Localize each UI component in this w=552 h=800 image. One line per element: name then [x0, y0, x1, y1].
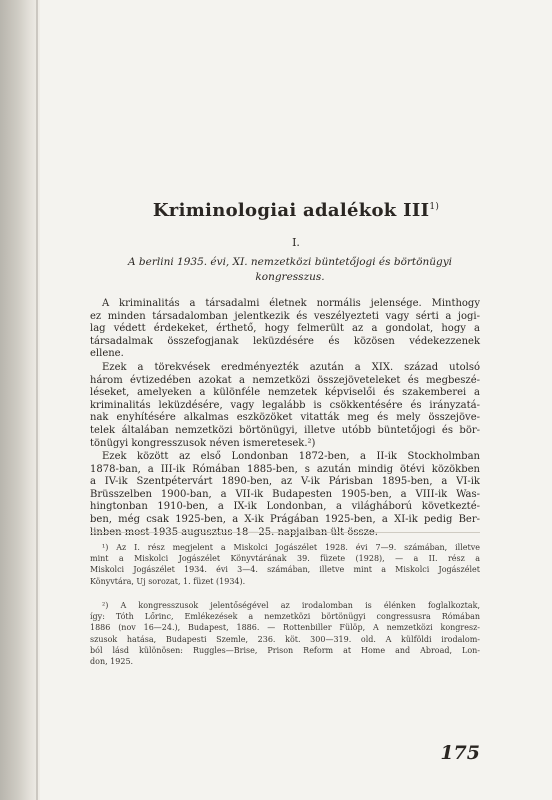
footnote-line: 1886 (nov 16—24.), Budapest, 1886. — Rottenbiller Fülöp, A nemzetközi kongresz- — [90, 623, 480, 633]
subtitle — [100, 255, 480, 285]
paragraph-line: léseket, amelyeken a különféle nemzetek képviselői és szakemberei a — [90, 387, 480, 399]
paragraph-line: nak enyhítésére alkalmas eszközöket vitatták meg és mely összejöve- — [90, 412, 480, 424]
footnote-line: mint a Miskolci Jogászélet Könyvtárának 39. füzete (1928), — a II. rész a — [90, 554, 480, 564]
paragraph-line: Brüsszelben 1900-ban, a VII-ik Budapesten 1905-ben, a VIII-ik Was- — [90, 488, 480, 500]
title-footnote-marker: 1) — [429, 202, 440, 212]
paragraph-line: kriminalitás leküzdésére, vagy legalább is csökkentésére és irányzatá- — [90, 399, 480, 411]
section-number: I. — [292, 236, 300, 249]
paragraph-line: társadalmak összefogjanak leküzdésére és közösen védekezzenek — [90, 335, 480, 347]
footnote-line: ²) A kongresszusok jelentőségével az irodalomban is élénken foglalkoztak, — [102, 601, 480, 610]
footnote-2 — [90, 600, 480, 667]
paragraph-line: 1878-ban, a III-ik Rómában 1885-ben, s azután mindig ötévi közökben — [90, 463, 480, 475]
footnote-line: ból lásd különösen: Ruggles—Brise, Prison Reform at Home and Abroad, Lon- — [90, 645, 480, 655]
subtitle-line: kongresszus. — [255, 271, 325, 283]
footnote-1 — [90, 542, 480, 587]
paragraph-line: Ezek között az első Londonban 1872-ben, a II-ik Stockholmban — [102, 451, 480, 462]
page-title — [40, 200, 552, 221]
paragraph-line: három évtizedében azokat a nemzetközi összejöveteleket és megbeszé- — [90, 374, 480, 386]
paragraph-line: ez minden társadalomban jelentkezik és veszélyezteti vagy sérti a jogi- — [90, 310, 480, 322]
paragraph-line: ellene. — [90, 348, 124, 360]
paragraph-line: a IV-ik Szentpétervárt 1890-ben, az V-ik Párisban 1895-ben, a VI-ik — [90, 476, 480, 488]
footnote-line: Miskolci Jogászélet 1934. évi 3—4. számában, illetve mint a Miskolci Jogászélet — [90, 565, 480, 575]
page-number: 175 — [440, 742, 480, 764]
paragraph-line: Ezek a törekvések eredményezték azután a XIX. század utolsó — [102, 362, 480, 373]
footnote-line: így: Tóth Lőrinc, Emlékezések a nemzetközi börtönügyi congressusra Rómában — [90, 612, 480, 622]
footnote-line: szusok hatása, Budapesti Szemle, 236. köt. 300—319. old. A külföldi irodalom- — [90, 634, 480, 644]
footnote-line: Könyvtára, Uj sorozat, 1. füzet (1934). — [90, 576, 246, 586]
footnote-line: ¹) Az I. rész megjelent a Miskolci Jogászélet 1928. évi 7—9. számában, illetve — [102, 543, 480, 552]
paragraph-line: telek általában nemzetközi börtönügyi, illetve utóbb büntetőjogi és bör- — [90, 424, 480, 436]
paragraph-line: ben, még csak 1925-ben, a X-ik Prágában 1925-ben, a XI-ik pedig Ber- — [90, 513, 480, 525]
paragraph-line: tönügyi kongresszusok néven ismeretesek.²) — [90, 437, 316, 449]
paragraph-line: linben most 1935 augusztus 18—25. napjaiban ült össze. — [90, 526, 378, 538]
paragraph-line: A kriminalitás a társadalmi életnek normális jelensége. Minthogy — [102, 298, 480, 309]
subtitle-line: A berlini 1935. évi, XI. nemzetközi büntetőjogi és börtönügyi — [127, 256, 453, 268]
paragraph-1 — [90, 298, 480, 361]
footnote-line: don, 1925. — [90, 657, 134, 667]
paragraph-2 — [90, 362, 480, 450]
paragraph-line: lag védett érdekeket, érthető, hogy felmerült az a gondolat, hogy a — [90, 323, 480, 335]
title-text: Kriminologiai adalékok III — [152, 200, 430, 221]
paragraph-3 — [90, 451, 480, 539]
paragraph-line: hingtonban 1910-ben, a IX-ik Londonban, a világháború következté- — [90, 501, 480, 513]
footnote-separator — [90, 532, 480, 533]
